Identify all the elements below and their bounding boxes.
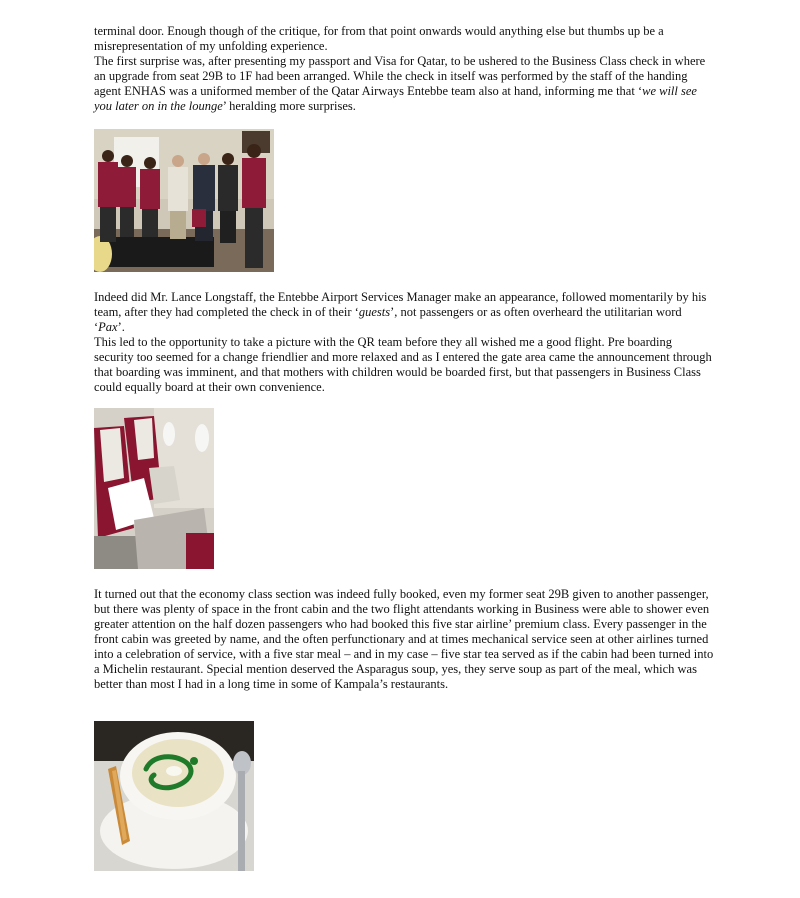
paragraph-3-text: Indeed did Mr. Lance Longstaff, the Entebbe Airport Services Manager make an appearance, followed momentarily by his team, after they had completed the check in of their ‘ <box>94 290 707 319</box>
paragraph-1: terminal door. Enough though of the critique, for from that point onwards would anything else but thumbs up be a misrepresentation of my unfolding experience. <box>94 24 664 53</box>
paragraph-5: It turned out that the economy class section was indeed fully booked, even my former seat 29B given to another passenger, but there was plenty of space in the front cabin and the two flight attendants working in Business were able to shower even greater attention on the half dozen passengers who had booked this five star airline’ premium class. Every passenger in the front cabin was greeted by name, and the often perfunctionary and at times mechanical service seen at other airlines turned into a celebration of service, with a five star meal – and in my case – five star tea served as if the cabin had been turned into a Michelin restaurant. Special mention deserved the Asparagus soup, yes, they serve soup as part of the meal, which was better than most I had in a long time in some of Kampala’s restaurants. <box>94 587 714 691</box>
text-block-3 <box>94 587 714 692</box>
asparagus-soup-photo <box>94 721 254 871</box>
paragraph-4: This led to the opportunity to take a picture with the QR team before they all wished me a good flight. Pre boarding security too seemed for a change friendlier and more relaxed and as I entered the gate area came the announcement through that boarding was imminent, and that mothers with children would be boarded first, but that passengers in Business Class could equally board at their own convenience. <box>94 335 712 394</box>
paragraph-3 <box>94 290 714 335</box>
lounge-quote: we will see you later on in the lounge <box>94 84 697 113</box>
paragraph-3-middle: ’, not passengers or as often overheard the utilitarian word ‘ <box>94 305 682 334</box>
paragraph-2-text: The first surprise was, after presenting my passport and Visa for Qatar, to be ushered to the Business Class check in where an upgrade from seat 29B to 1F had been arranged. While the check in itself was performed by the staff of the handing agent ENHAS was a uniformed member of the Qatar Airways Entebbe team also at hand, informing me that ‘ <box>94 54 706 98</box>
qr-team-photo <box>94 129 274 272</box>
guests-term: guests <box>358 305 391 319</box>
business-class-seats-photo <box>94 408 214 569</box>
paragraph-2-tail: ’ heralding more surprises. <box>222 99 356 113</box>
pax-term: Pax <box>98 320 118 334</box>
paragraph-3-tail: ’. <box>117 320 125 334</box>
text-block-2 <box>94 290 714 395</box>
text-block-1 <box>94 24 714 114</box>
paragraph-2 <box>94 54 714 114</box>
